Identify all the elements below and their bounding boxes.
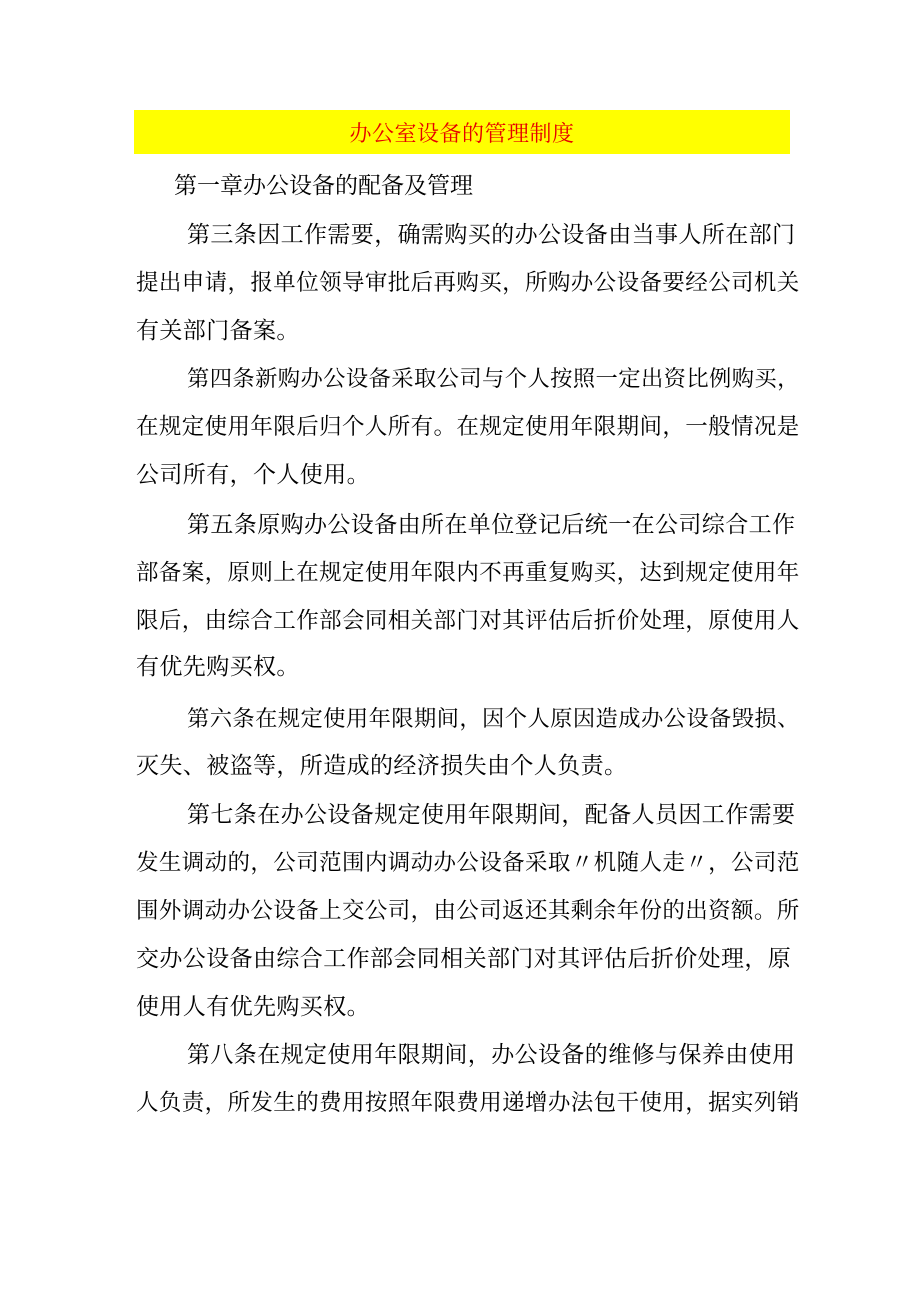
article-7-line-5: 使用人有优先购买权。: [136, 994, 370, 1020]
article-7-line-3: 围外调动办公设备上交公司，由公司返还其剩余年份的出资额。所: [136, 898, 800, 924]
article-6-line-2: 灭失、被盗等，所造成的经济损失由个人负责。: [136, 753, 628, 779]
article-8-line-2: 人负责，所发生的费用按照年限费用递增办法包干使用，据实列销: [136, 1090, 800, 1116]
article-5-line-4: 有优先购买权。: [136, 654, 300, 680]
article-4-line-2: 在规定使用年限后归个人所有。在规定使用年限期间，一般情况是: [136, 414, 800, 440]
article-3-line-3: 有关部门备案。: [136, 318, 300, 344]
article-6-line-1: 第六条在规定使用年限期间，因个人原因造成办公设备毁损、: [187, 706, 800, 732]
chapter-heading: 第一章办公设备的配备及管理: [174, 173, 473, 199]
document-title: 办公室设备的管理制度: [349, 121, 575, 147]
article-7-line-4: 交办公设备由综合工作部会同相关部门对其评估后折价处理，原: [136, 946, 792, 972]
article-8-line-1: 第八条在规定使用年限期间，办公设备的维修与保养由使用: [187, 1042, 796, 1068]
title-banner: [134, 110, 790, 154]
article-5-line-3: 限后，由综合工作部会同相关部门对其评估后折价处理，原使用人: [136, 608, 800, 634]
article-4-line-3: 公司所有，个人使用。: [136, 462, 370, 488]
article-5-line-2: 部备案，原则上在规定使用年限内不再重复购买，达到规定使用年: [136, 560, 800, 586]
article-4-line-1: 第四条新购办公设备采取公司与个人按照一定出资比例购买，: [187, 366, 800, 392]
article-3-line-1: 第三条因工作需要，确需购买的办公设备由当事人所在部门: [187, 222, 796, 248]
article-5-line-1: 第五条原购办公设备由所在单位登记后统一在公司综合工作: [187, 512, 796, 538]
article-7-line-1: 第七条在办公设备规定使用年限期间，配备人员因工作需要: [187, 802, 796, 828]
article-3-line-2: 提出申请，报单位领导审批后再购买，所购办公设备要经公司机关: [136, 270, 800, 296]
article-7-line-2: 发生调动的，公司范围内调动办公设备采取〃机随人走〃，公司范: [136, 850, 800, 876]
